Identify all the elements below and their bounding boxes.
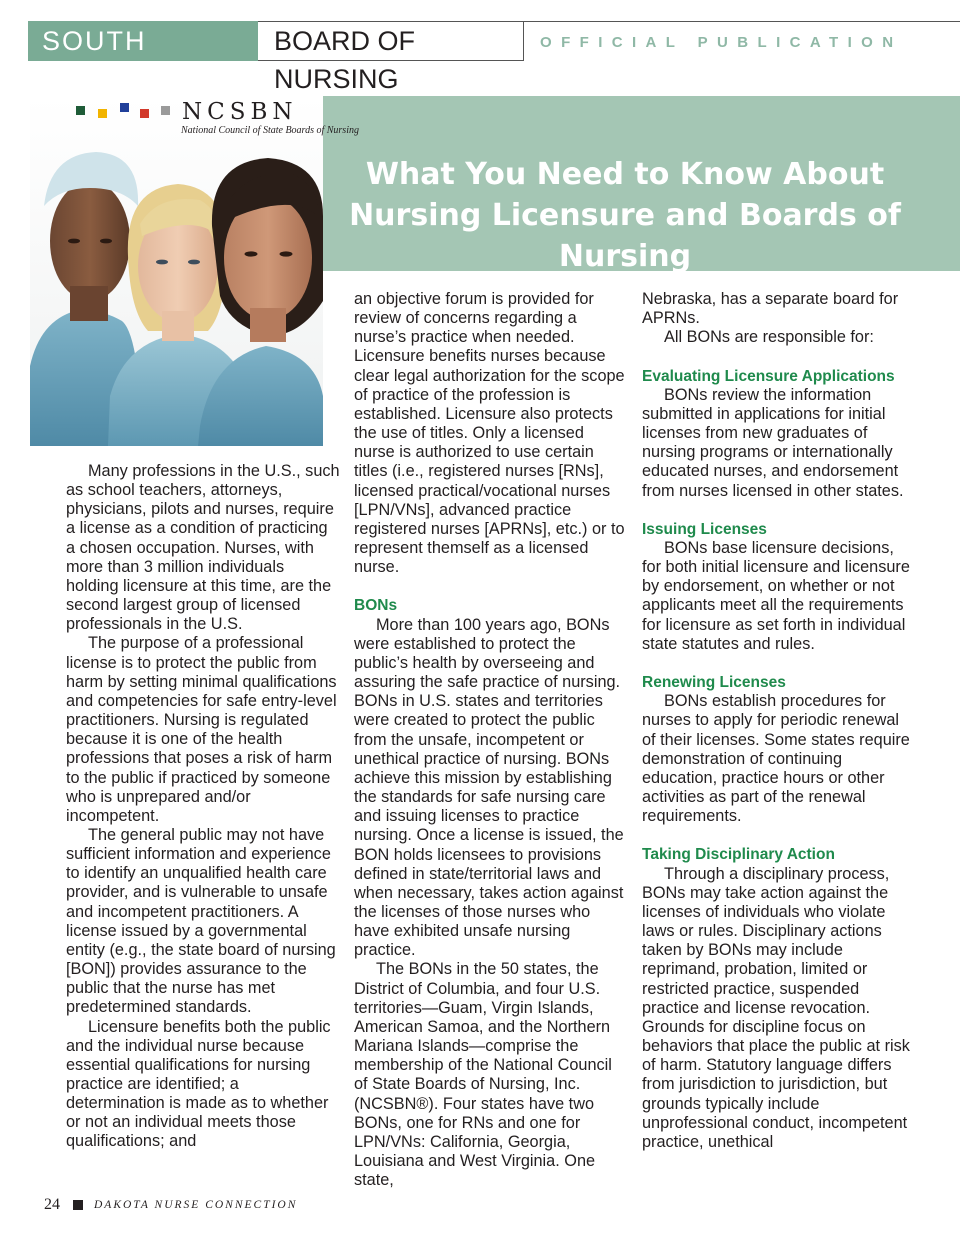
paragraph: More than 100 years ago, BONs were established to protect the public’s health by overseeing and assuring the safe practice of nursing. BONs in U.S. states and territories were created to protect the public from the unsafe, incompetent or unethical practice of nursing. BONs achieve this mission by establishing the standards for safe nursing care and issuing licenses to practice nursing. Once a license is issued, the BON holds licensees to provisions defined in state/territorial laws and when necessary, takes action against the licenses of those nurses who have exhibited unsafe nursing practice. [354, 615, 624, 960]
section-heading-evaluating: Evaluating Licensure Applications [642, 367, 895, 385]
paragraph: All BONs are responsible for: [664, 328, 874, 347]
paragraph: an objective forum is provided for review of concerns regarding a nurse’s practice when needed. Licensure benefits nurses because clear legal authorization for the scope of practice of the profession is established. Licensure also protects the use of titles. Only a licensed nurse is authorized to use certain titles (i.e., registered nurses [RNs], licensed practical/vocational nurses [LPN/VNs], advanced practice registered nurses [APRNs], etc.) or to represent themself as a licensed nurse. [354, 290, 625, 577]
section-heading-disciplinary: Taking Disciplinary Action [642, 846, 835, 864]
section-heading-bons: BONs [354, 597, 398, 615]
logo-square-icon [98, 109, 107, 118]
article-column-2 [354, 290, 626, 1190]
paragraph: The BONs in the 50 states, the District of Columbia, and four U.S. territories—Guam, Virgin Islands, American Samoa, and the Northern Mariana Islands—comprise the membership of the National Council of State Boards of Nursing, Inc. (NCSBN®). Four states have two BONs, one for RNs and one for LPN/VNs: California, Georgia, Louisiana and West Virginia. One state, [354, 960, 612, 1190]
logo-square-icon [76, 106, 85, 115]
paragraph: The general public may not have sufficient information and experience to identify an unqualified health care provider, and is vulnerable to unsafe and incompetent practitioners. A license issued by a governmental entity (e.g., the state board of nursing [BON]) provides assurance to the public that the nurse has met predetermined standards. [66, 825, 336, 1017]
masthead-official-publication: OFFICIAL PUBLICATION [540, 34, 903, 51]
logo-square-icon [120, 103, 129, 112]
article-column-3 [642, 290, 912, 1152]
paragraph: The purpose of a professional license is to protect the public from harm by setting minimal qualifications and competencies for safe entry-level practitioners. Nursing is regulated because it is one of the health professions that poses a risk of harm to the public if practiced by someone who is unprepared and/or incompetent. [66, 634, 337, 825]
ncsbn-logo [76, 100, 376, 140]
paragraph: Nebraska, has a separate board for APRNs. [642, 290, 899, 328]
masthead [28, 21, 960, 96]
logo-wordmark: NCSBN [182, 99, 298, 125]
footer-square-icon [73, 1200, 83, 1210]
article-column-1 [66, 462, 341, 1152]
section-heading-renewing: Renewing Licenses [642, 674, 786, 692]
article-title: What You Need to Know About Nursing Licensure and Boards of Nursing [349, 157, 901, 274]
paragraph: BONs review the information submitted in applications for initial licenses from new graduates of nursing programs or internationally educated nurses, and endorsement from nurses licensed in other states. [642, 385, 904, 500]
publication-name: DAKOTA NURSE CONNECTION [94, 1199, 298, 1211]
masthead-board: BOARD OF NURSING [258, 21, 524, 61]
paragraph: BONs base licensure decisions, for both initial licensure and licensure by endorsement, on whether or not applicants meet all the requirements for licensure as set forth in individual state statutes and rules. [642, 539, 910, 653]
logo-square-icon [140, 109, 149, 118]
three-nurses-photo [30, 96, 323, 446]
paragraph: Through a disciplinary process, BONs may take action against the licenses of individuals who violate laws or rules. Disciplinary actions taken by BONs may include reprimand, probation, limited or restricted practice, suspended practice and license revocation. Grounds for discipline focus on behaviors that place the public at risk of harm. Statutory language differs from jurisdiction to jurisdiction, but grounds typically include unprofessional conduct, incompetent practice, unethical [642, 864, 910, 1151]
title-banner [323, 96, 960, 274]
logo-square-icon [161, 106, 170, 115]
nurses-illustration [30, 96, 323, 446]
page-number: 24 [44, 1196, 60, 1213]
paragraph: Many professions in the U.S., such as school teachers, attorneys, physicians, pilots and nurses, require a license as a condition of practicing a chosen occupation. Nurses, with more than 3 million individuals holding licensure at this time, are the second largest group of licensed professionals in the U.S. [66, 462, 340, 634]
logo-subtitle: National Council of State Boards of Nursing [181, 125, 359, 136]
masthead-rule [524, 21, 960, 22]
paragraph: Licensure benefits both the public and the individual nurse because essential qualifications for nursing practice are identified; a determination is made as to whether or not an individual meets those qualifications; and [66, 1017, 331, 1151]
masthead-state: SOUTH DAKOTA [28, 21, 258, 61]
section-heading-issuing: Issuing Licenses [642, 520, 767, 538]
paragraph: BONs establish procedures for nurses to apply for periodic renewal of their licenses. Some states require demonstration of continuing education, practice hours or other activities as part of the renewal requirements. [642, 692, 910, 826]
